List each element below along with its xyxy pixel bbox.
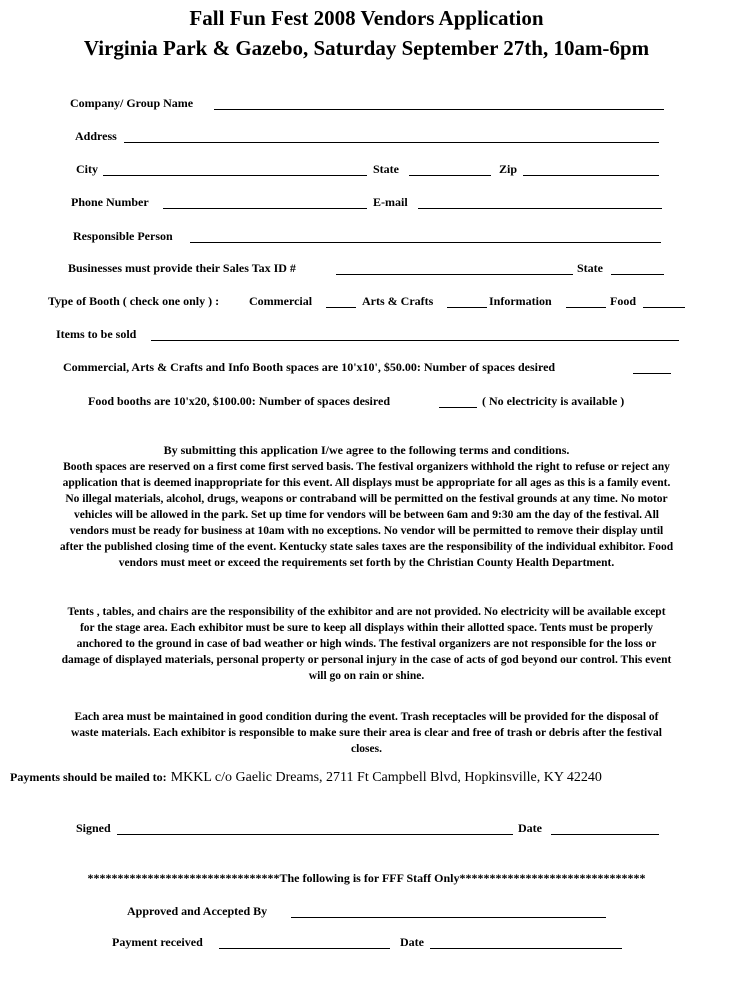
items-field[interactable] — [151, 340, 679, 341]
phone-field[interactable] — [163, 208, 367, 209]
city-label: City — [76, 162, 98, 176]
food-spaces-field[interactable] — [439, 407, 477, 408]
signed-label: Signed — [76, 821, 111, 835]
email-field[interactable] — [418, 208, 662, 209]
terms-line: after the published closing time of the event. Kentucky state sales taxes are the responsibility of the individual exhibitor. Food — [59, 541, 674, 553]
page-title: Fall Fun Fest 2008 Vendors Application — [189, 6, 544, 30]
booth-type-label: Type of Booth ( check one only ) : — [48, 294, 220, 308]
city-field[interactable] — [103, 175, 367, 176]
booth-commercial-field[interactable] — [326, 307, 356, 308]
booth-food-field[interactable] — [643, 307, 685, 308]
tax-id-label: Businesses must provide their Sales Tax ID # — [68, 261, 296, 275]
booth-info-label: Information — [489, 294, 552, 308]
terms-intro: By submitting this application I/we agree to the following terms and conditions. — [163, 443, 570, 457]
terms-line: closes. — [351, 743, 382, 755]
terms-line: vendors must be ready for business at 10am with no exceptions. No vendor will be permitted to remove their display until — [69, 525, 664, 537]
payment-line — [10, 768, 602, 786]
terms-paragraph-3 — [0, 709, 733, 757]
email-label: E-mail — [373, 195, 408, 209]
terms-line: for the stage area. Each exhibitor must be sure to keep all displays within their allotted space. Tents must be properly — [79, 622, 654, 634]
terms-line: anchored to the ground in case of bad weather or high winds. The festival organizers are not responsible for the loss or — [76, 638, 657, 650]
address-label: Address — [75, 129, 117, 143]
signed-field[interactable] — [117, 834, 513, 835]
tax-state-field[interactable] — [611, 274, 664, 275]
responsible-field[interactable] — [190, 242, 661, 243]
date-field[interactable] — [551, 834, 659, 835]
terms-line: will go on rain or shine. — [308, 670, 425, 682]
payment-received-field[interactable] — [219, 948, 390, 949]
tax-state-label: State — [577, 261, 603, 275]
date2-field[interactable] — [430, 948, 622, 949]
approved-field[interactable] — [291, 917, 606, 918]
no-electricity-note: ( No electricity is available ) — [482, 394, 625, 408]
staff-stars-right: ******************************* — [459, 871, 646, 885]
terms-line: Booth spaces are reserved on a first come first served basis. The festival organizers withhold the right to refuse or reject any — [63, 461, 670, 473]
company-field[interactable] — [214, 109, 664, 110]
staff-only-text: The following is for FFF Staff Only — [279, 871, 460, 885]
phone-label: Phone Number — [71, 195, 149, 209]
payment-address: MKKL c/o Gaelic Dreams, 2711 Ft Campbell Blvd, Hopkinsville, KY 42240 — [170, 770, 602, 785]
payment-label: Payments should be mailed to: — [10, 770, 167, 784]
terms-line: Tents , tables, and chairs are the responsibility of the exhibitor and are not provided. No electricity will be available except — [67, 606, 666, 618]
page-subtitle: Virginia Park & Gazebo, Saturday September 27th, 10am-6pm — [83, 36, 650, 60]
company-label: Company/ Group Name — [70, 96, 194, 110]
terms-line: vendors must meet or exceed the requirements set forth by the Christian County Health Department. — [118, 557, 615, 569]
tax-id-field[interactable] — [336, 274, 573, 275]
terms-line: damage of displayed materials, personal property or personal injury in the case of acts of god beyond our control. This event — [61, 654, 672, 666]
zip-field[interactable] — [523, 175, 659, 176]
terms-line: Each area must be maintained in good condition during the event. Trash receptacles will be provided for the disposal of — [74, 711, 659, 723]
booth-info-field[interactable] — [566, 307, 606, 308]
booth-arts-field[interactable] — [447, 307, 487, 308]
responsible-label: Responsible Person — [73, 229, 173, 243]
state-field[interactable] — [409, 175, 491, 176]
state-label: State — [373, 162, 399, 176]
date2-label: Date — [400, 935, 424, 949]
food-spaces-label: Food booths are 10'x20, $100.00: Number of spaces desired — [88, 394, 391, 408]
commercial-spaces-label: Commercial, Arts & Crafts and Info Booth spaces are 10'x10', $50.00: Number of spaces desired — [63, 360, 556, 374]
items-label: Items to be sold — [56, 327, 137, 341]
booth-commercial-label: Commercial — [249, 294, 313, 308]
address-field[interactable] — [124, 142, 659, 143]
booth-food-label: Food — [610, 294, 637, 308]
terms-paragraph-1 — [0, 459, 733, 571]
terms-line: waste materials. Each exhibitor is responsible to make sure their area is clear and free of trash or debris after the festival — [71, 727, 662, 739]
commercial-spaces-field[interactable] — [633, 373, 671, 374]
zip-label: Zip — [499, 162, 518, 176]
staff-only-header — [0, 871, 733, 886]
staff-stars-left: ******************************** — [87, 871, 280, 885]
terms-line: vehicles will be allowed in the park. Set up time for vendors will be between 6am and 9:30 am the day of the festival. All — [74, 509, 659, 521]
terms-line: application that is deemed inappropriate for this event. All displays must be appropriate for all ages as this is a family event. — [62, 477, 671, 489]
date-label: Date — [518, 821, 542, 835]
booth-arts-label: Arts & Crafts — [362, 294, 434, 308]
terms-paragraph-2 — [0, 604, 733, 684]
approved-label: Approved and Accepted By — [127, 904, 268, 918]
terms-line: No illegal materials, alcohol, drugs, weapons or contraband will be permitted on the festival grounds at any time. No motor — [65, 493, 668, 505]
payment-received-label: Payment received — [112, 935, 203, 949]
